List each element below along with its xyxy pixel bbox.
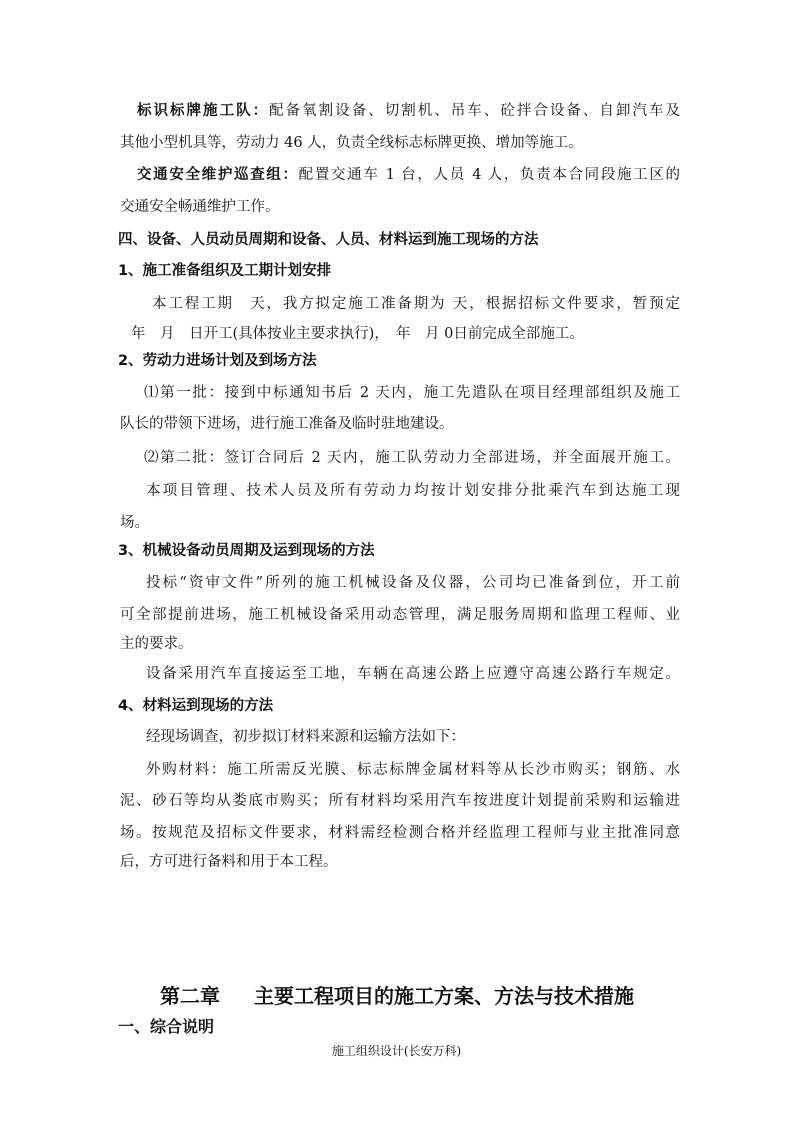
paragraph-line: 交通安全畅通维护工作。	[120, 199, 280, 215]
subsection-heading: 3、机械设备动员周期及运到现场的方法	[118, 543, 375, 559]
subsection-heading: 2、劳动力进场计划及到场方法	[118, 353, 317, 369]
paragraph-line: 其他小型机具等，劳动力 46 人，负责全线标志标牌更换、增加等施工。	[120, 135, 583, 151]
subsection-heading: 4、材料运到现场的方法	[118, 698, 274, 714]
chapter-title	[160, 982, 634, 1010]
paragraph-line: 设备采用汽车直接运至工地，车辆在高速公路上应遵守高速公路行车规定。	[146, 666, 680, 682]
chapter-number: 第二章	[160, 984, 220, 1008]
paragraph-line: 主的要求。	[120, 636, 193, 652]
paragraph-line: 本项目管理、技术人员及所有劳动力均按计划安排分批乘汽车到达施工现	[146, 483, 680, 499]
paragraph-line: 经现场调查，初步拟订材料来源和运输方法如下：	[146, 729, 465, 745]
paragraph-line	[137, 101, 680, 121]
paragraph-line: 泥、砂石等均从娄底市购买；所有材料均采用汽车按进度计划提前采购和运输进	[120, 793, 680, 809]
paragraph-line: 场。按规范及招标文件要求，材料需经检测合格并经监理工程师与业主批准同意	[120, 825, 680, 841]
paragraph-line: 年 月 日开工(具体按业主要求执行)， 年 月 0日前完成全部施工。	[131, 326, 584, 342]
section-heading: 一、综合说明	[118, 1017, 215, 1036]
paragraph-line: 可全部提前进场，施工机械设备采用动态管理，满足服务周期和监理工程师、业	[120, 607, 680, 623]
paragraph-line: 本工程工期 天，我方拟定施工准备期为 天，根据招标文件要求，暂预定	[152, 296, 680, 312]
team-label: 标识标牌施工队：	[137, 103, 270, 119]
paragraph-line	[137, 165, 680, 185]
paragraph-line: 外购材料：施工所需反光膜、标志标牌金属材料等从长沙市购买；钢筋、水	[146, 762, 680, 778]
subsection-heading: 1、施工准备组织及工期计划安排	[118, 263, 332, 279]
paragraph-line: ⑴第一批：接到中标通知书后 2 天内，施工先遣队在项目经理部组织及施工	[144, 385, 680, 401]
text: 配置交通车 1 台，人员 4 人，负责本合同段施工区的	[298, 167, 680, 183]
page-footer: 施工组织设计(长安万科)	[331, 1044, 462, 1058]
paragraph-line: 场。	[120, 515, 149, 531]
team-label: 交通安全维护巡查组：	[137, 167, 299, 183]
paragraph-line: ⑵第二批：签订合同后 2 天内，施工队劳动力全部进场，并全面展开施工。	[144, 450, 680, 466]
paragraph-line: 投标“资审文件”所列的施工机械设备及仪器，公司均已准备到位，开工前	[146, 575, 680, 591]
text: 配备氧割设备、切割机、吊车、砼拌合设备、自卸汽车及	[269, 103, 680, 119]
paragraph-line: 队长的带领下进场，进行施工准备及临时驻地建设。	[120, 416, 454, 432]
chapter-name: 主要工程项目的施工方案、方法与技术措施	[254, 984, 634, 1008]
section-heading: 四、设备、人员动员周期和设备、人员、材料运到施工现场的方法	[118, 232, 539, 248]
paragraph-line: 后，方可进行备料和用于本工程。	[120, 854, 338, 870]
